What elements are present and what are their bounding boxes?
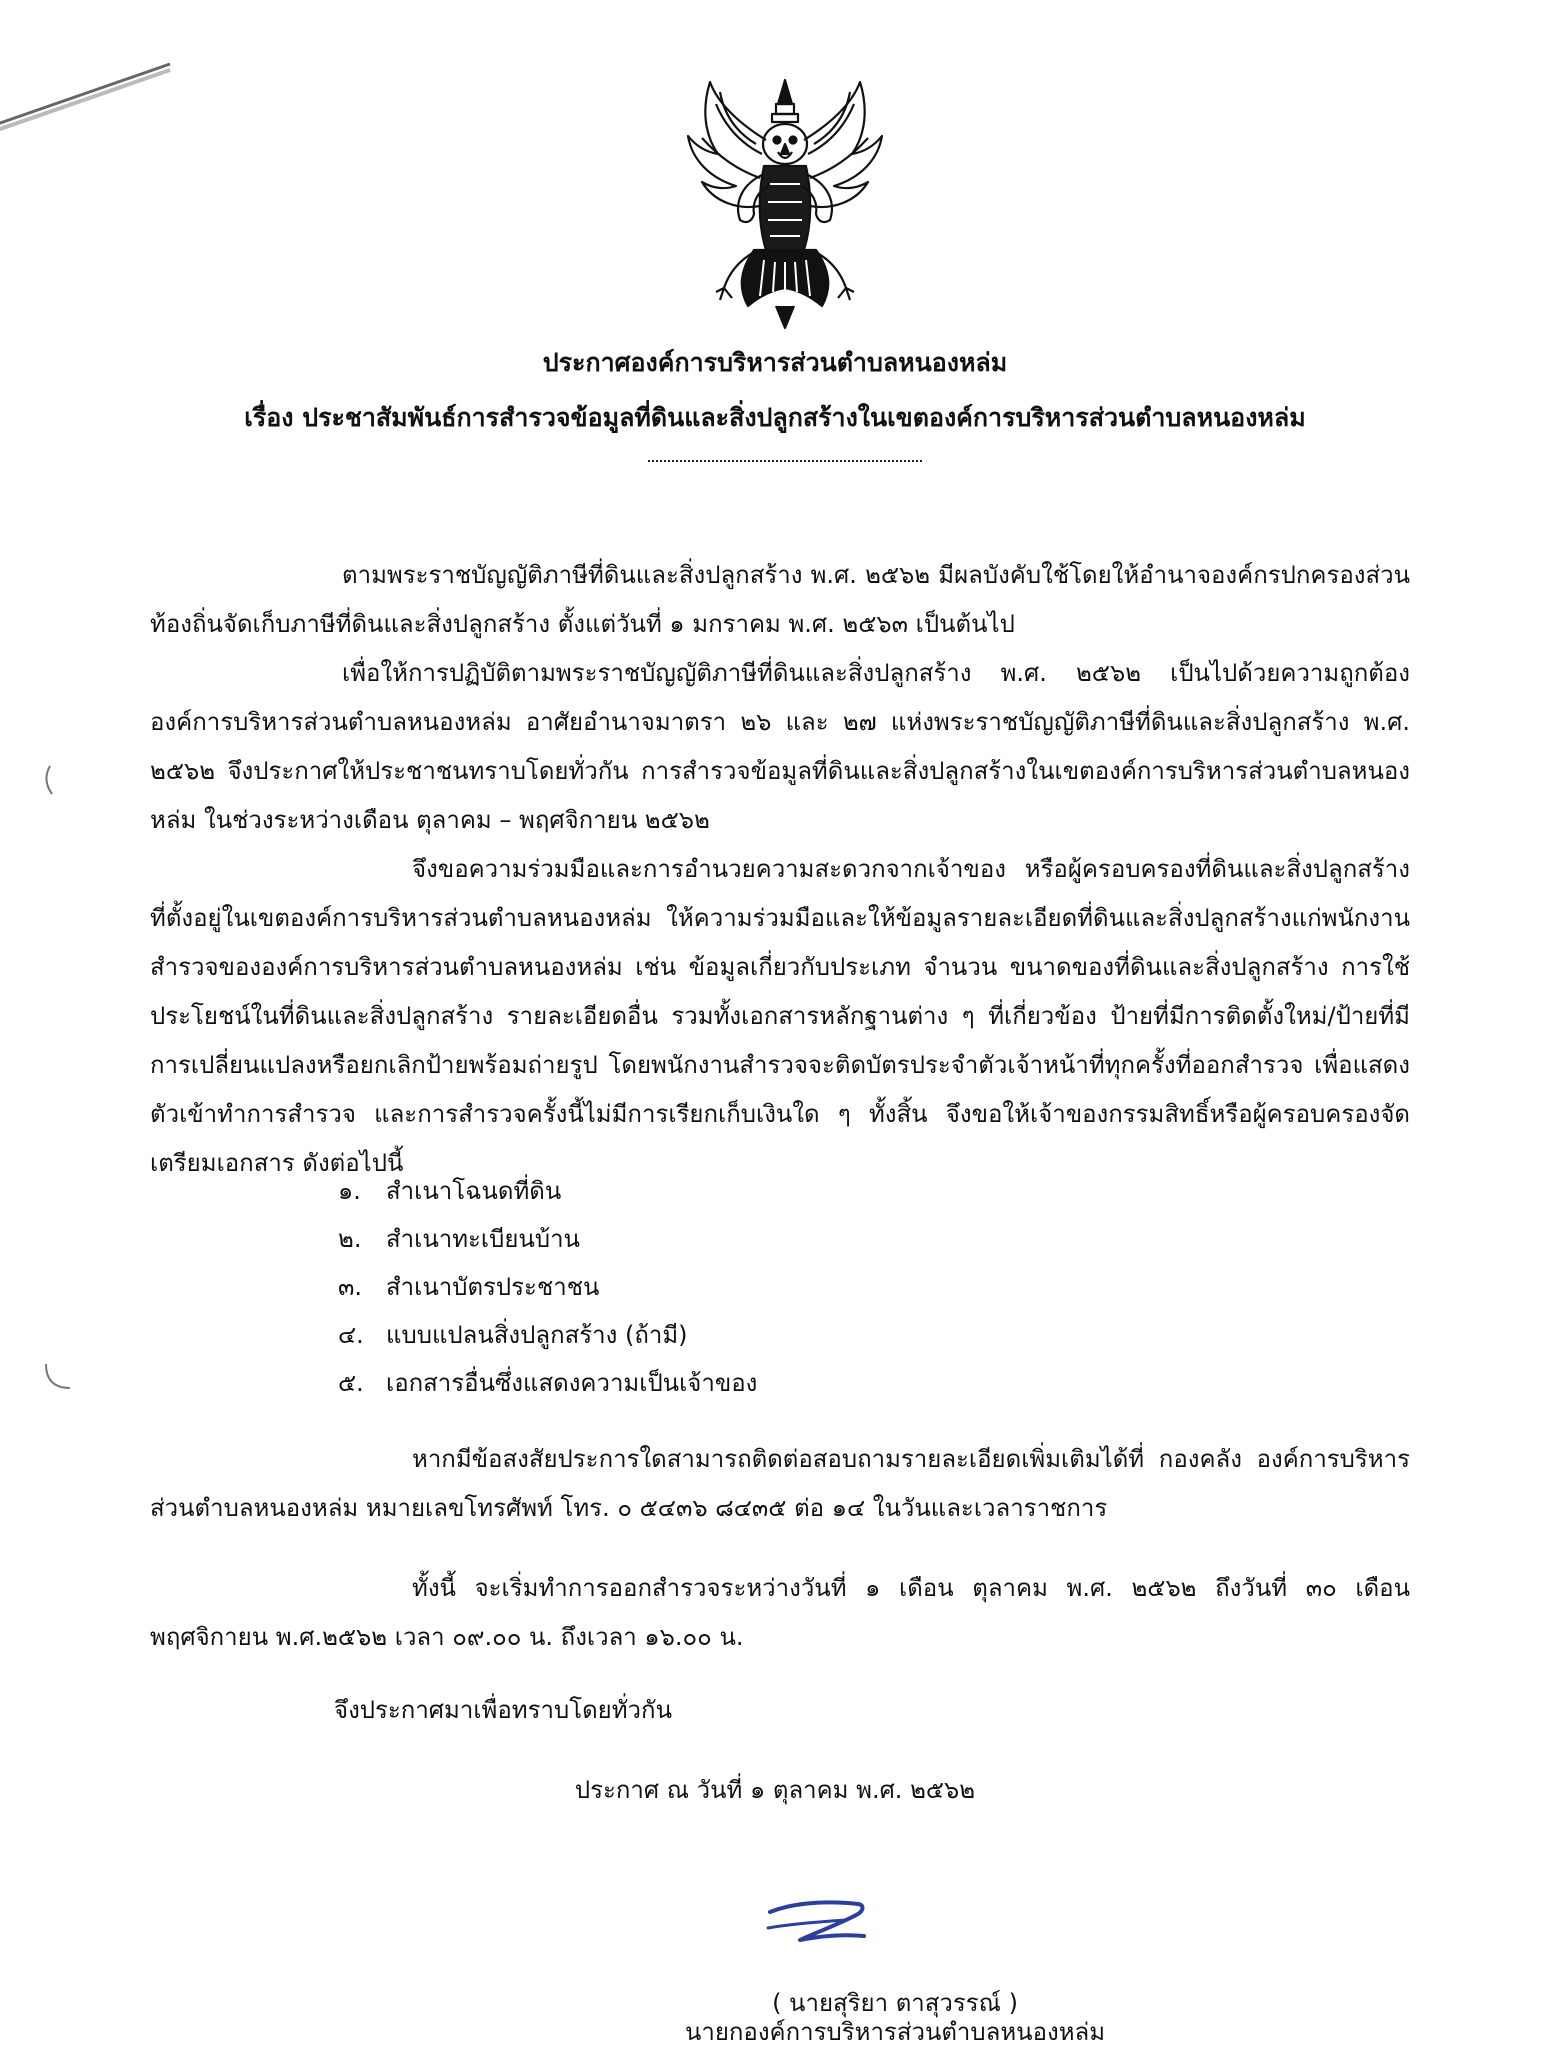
list-item-number: ๔. xyxy=(338,1321,364,1349)
list-item-text: เอกสารอื่นซึ่งแสดงความเป็นเจ้าของ xyxy=(386,1369,758,1397)
list-item-number: ๑. xyxy=(338,1177,361,1205)
list-item xyxy=(338,1311,757,1359)
punch-hole-mark xyxy=(40,760,80,800)
announcement-title: ประกาศองค์การบริหารส่วนตำบลหนองหล่ม xyxy=(542,348,1008,377)
list-item xyxy=(338,1215,757,1263)
garuda-emblem-icon xyxy=(680,74,890,332)
list-item-number: ๒. xyxy=(338,1225,362,1253)
announcement-subject: เรื่อง ประชาสัมพันธ์การสำรวจข้อมูลที่ดินและสิ่งปลูกสร้างในเขตองค์การบริหารส่วนตำบลหนองหล่ม xyxy=(244,403,1306,432)
schedule-paragraph: ทั้งนี้ จะเริ่มทำการออกสำรวจระหว่างวันที่ ๑ เดือน ตุลาคม พ.ศ. ๒๕๖๒ ถึงวันที่ ๓๐ เดือน พฤศจิกายน พ.ศ.๒๕๖๒ เวลา ๐๙.๐๐ น. ถึงเวลา ๑๖.๐๐ น. xyxy=(150,1574,1411,1651)
signatory-position: นายกองค์การบริหารส่วนตำบลหนองหล่ม xyxy=(684,2018,1106,2046)
contact-section xyxy=(150,1435,1410,1533)
paragraph-2: เพื่อให้การปฏิบัติตามพระราชบัญญัติภาษีที่ดินและสิ่งปลูกสร้าง พ.ศ. ๒๕๖๒ เป็นไปด้วยความถูกต้อง องค์การบริหารส่วนตำบลหนองหล่ม อาศัยอำนาจมาตรา ๒๖ และ ๒๗ แห่งพระราชบัญญัติภาษีที่ดินและสิ่งปลูกสร้าง พ.ศ. ๒๕๖๒ จึงประกาศให้ประชาชนทราบโดยทั่วกัน การสำรวจข้อมูลที่ดินและสิ่งปลูกสร้างในเขตองค์การบริหารส่วนตำบลหนองหล่ม ในช่วงระหว่างเดือน ตุลาคม – พฤศจิกายน ๒๕๖๒ xyxy=(150,659,1410,834)
scan-edge-shadow xyxy=(0,60,180,150)
punch-hole-mark xyxy=(40,1356,80,1396)
list-item-text: สำเนาทะเบียนบ้าน xyxy=(386,1225,580,1253)
signatory-name: ( นายสุริยา ตาสุวรรณ์ ) xyxy=(772,1989,1018,2017)
list-item-text: สำเนาบัตรประชาชน xyxy=(386,1273,600,1301)
body-section xyxy=(150,551,1410,1188)
list-item xyxy=(338,1263,757,1311)
contact-paragraph: หากมีข้อสงสัยประการใดสามารถติดต่อสอบถามรายละเอียดเพิ่มเติมได้ที่ กองคลัง องค์การบริหารส่วนตำบลหนองหล่ม หมายเลขโทรศัพท์ โทร. ๐ ๕๔๓๖ ๘๔๓๕ ต่อ ๑๔ ในวันและเวลาราชการ xyxy=(150,1445,1410,1522)
closing-statement: จึงประกาศมาเพื่อทราบโดยทั่วกัน xyxy=(334,1696,672,1724)
list-item xyxy=(338,1167,757,1215)
list-item-text: สำเนาโฉนดที่ดิน xyxy=(386,1177,562,1205)
list-item-number: ๕. xyxy=(338,1369,364,1397)
required-documents-list xyxy=(338,1167,757,1407)
list-item-number: ๓. xyxy=(338,1273,363,1301)
paragraph-1: ตามพระราชบัญญัติภาษีที่ดินและสิ่งปลูกสร้าง พ.ศ. ๒๕๖๒ มีผลบังคับใช้โดยให้อำนาจองค์กรปกครองส่วนท้องถิ่นจัดเก็บภาษีที่ดินและสิ่งปลูกสร้าง ตั้งแต่วันที่ ๑ มกราคม พ.ศ. ๒๕๖๓ เป็นต้นไป xyxy=(150,561,1410,638)
list-item-text: แบบแปลนสิ่งปลูกสร้าง (ถ้ามี) xyxy=(386,1321,688,1349)
paragraph-3: จึงขอความร่วมมือและการอำนวยความสะดวกจากเจ้าของ หรือผู้ครอบครองที่ดินและสิ่งปลูกสร้าง ที่ตั้งอยู่ในเขตองค์การบริหารส่วนตำบลหนองหล่ม ให้ความร่วมมือและให้ข้อมูลรายละเอียดที่ดินและสิ่งปลูกสร้างแก่พนักงานสำรวจขององค์การบริหารส่วนตำบลหนองหล่ม เช่น ข้อมูลเกี่ยวกับประเภท จำนวน ขนาดของที่ดินและสิ่งปลูกสร้าง การใช้ประโยชน์ในที่ดินและสิ่งปลูกสร้าง รายละเอียดอื่น รวมทั้งเอกสารหลักฐานต่าง ๆ ที่เกี่ยวข้อง ป้ายที่มีการติดตั้งใหม่/ป้ายที่มีการเปลี่ยนแปลงหรือยกเลิกป้ายพร้อมถ่ายรูป โดยพนักงานสำรวจจะติดบัตรประจำตัวเจ้าหน้าที่ทุกครั้งที่ออกสำรวจ เพื่อแสดงตัวเข้าทำการสำรวจ และการสำรวจครั้งนี้ไม่มีการเรียกเก็บเงินใด ๆ ทั้งสิ้น จึงขอให้เจ้าของกรรมสิทธิ์หรือผู้ครอบครองจัดเตรียมเอกสาร ดังต่อไปนี้ xyxy=(150,855,1410,1177)
schedule-section xyxy=(150,1564,1410,1662)
heading-divider xyxy=(648,460,922,462)
announcement-date: ประกาศ ณ วันที่ ๑ ตุลาคม พ.ศ. ๒๕๖๒ xyxy=(574,1776,976,1804)
list-item xyxy=(338,1359,757,1407)
handwritten-signature xyxy=(760,1890,884,1952)
